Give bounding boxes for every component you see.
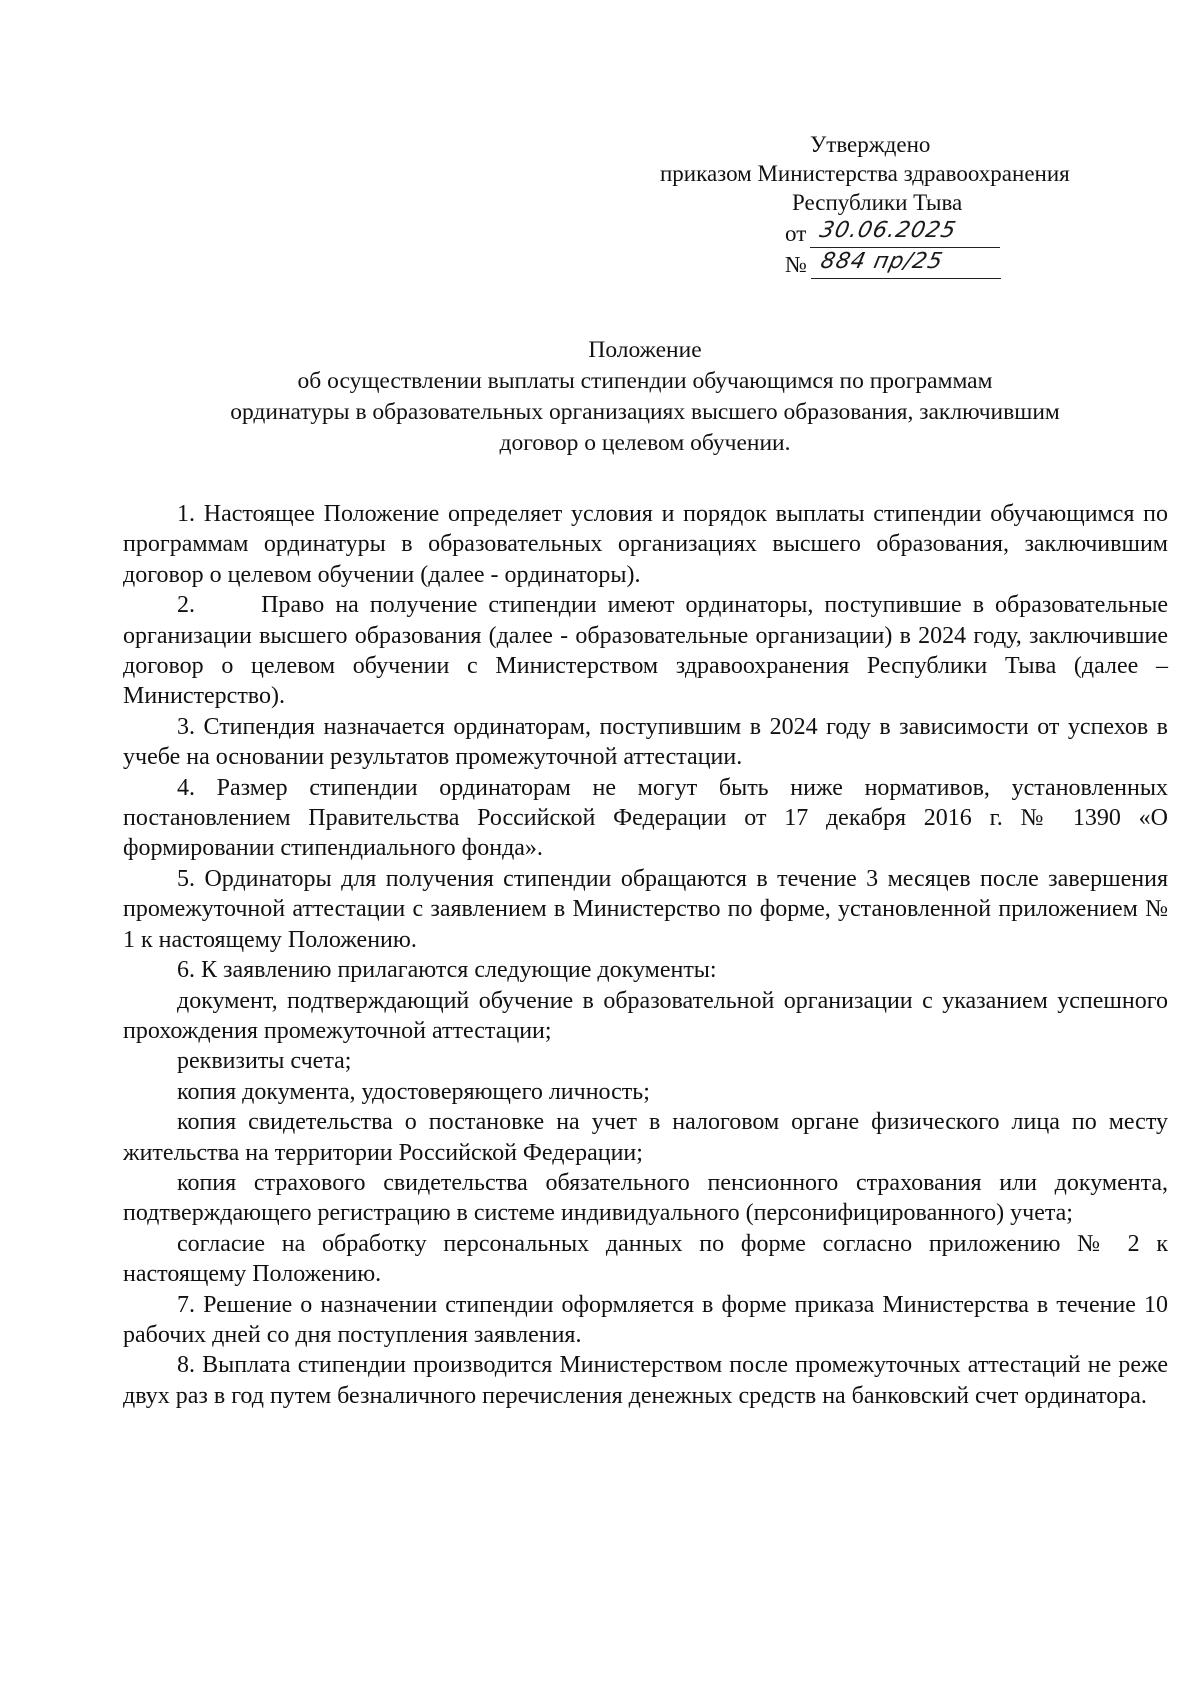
- approval-label: Утверждено: [810, 132, 931, 157]
- paragraph: 2. Право на получение стипендии имеют ординаторы, поступившие в образовательные организации высшего образования (далее - образовательные организации) в 2024 году, заключившие договор о целевом обучении с Министерством здравоохранения Республики Тыва (далее – Министерство).: [123, 592, 1168, 710]
- approval-region-line: Республики Тыва: [792, 190, 963, 215]
- handwritten-number: 884 пр/25: [818, 249, 946, 274]
- paragraph: 6. К заявлению прилагаются следующие документы:: [177, 957, 717, 984]
- paragraph: 8. Выплата стипендии производится Министерством после промежуточных аттестаций не реже двух раз в год путем безналичного перечисления денежных средств на банковский счет ординатора.: [123, 1352, 1168, 1409]
- title-heading: Положение: [588, 337, 702, 363]
- paragraph: копия документа, удостоверяющего личность;: [177, 1078, 650, 1105]
- number-prefix: №: [785, 252, 807, 277]
- paragraph: 3. Стипендия назначается ординаторам, поступившим в 2024 году в зависимости от успехов в учебе на основании результатов промежуточной аттестации.: [123, 713, 1168, 771]
- paragraph: 7. Решение о назначении стипендии оформляется в форме приказа Министерства в течение 10 рабочих дней со дня поступления заявления.: [123, 1291, 1168, 1348]
- title-line-1: об осуществлении выплаты стипендии обучающимся по программам: [297, 368, 993, 394]
- paragraph: копия свидетельства о постановке на учет в налоговом органе физического лица по месту жительства на территории Российской Федерации;: [123, 1109, 1168, 1166]
- approval-number-row: [660, 248, 1100, 279]
- approval-order-line: приказом Министерства здравоохранения: [660, 161, 1070, 186]
- paragraph: согласие на обработку персональных данных по форме согласно приложению № 2 к настоящему Положению.: [123, 1230, 1168, 1288]
- paragraph: реквизиты счета;: [177, 1048, 352, 1075]
- approval-date-row: [660, 217, 1100, 248]
- handwritten-date: 30.06.2025: [817, 218, 959, 243]
- paragraph: копия страхового свидетельства обязательного пенсионного страхования или документа, подтверждающего регистрацию в системе индивидуального (персонифицированного) учета;: [123, 1169, 1168, 1227]
- title-line-2: ординатуры в образовательных организациях высшего образования, заключившим: [230, 399, 1060, 425]
- paragraph: 4. Размер стипендии ординаторам не могут быть ниже нормативов, установленных постановлением Правительства Российской Федерации от 17 декабря 2016 г. № 1390 «О формировании стипендиального фонда».: [123, 774, 1168, 862]
- number-field: [811, 249, 1001, 279]
- date-prefix: от: [785, 221, 807, 246]
- paragraph: 5. Ординаторы для получения стипендии обращаются в течение 3 месяцев после завершения промежуточной аттестации с заявлением в Министерство по форме, установленной приложением № 1 к настоящему Положению.: [123, 865, 1168, 953]
- title-line-3: договор о целевом обучении.: [499, 430, 791, 456]
- document-body: [123, 499, 1168, 1411]
- approval-block: [660, 130, 1100, 279]
- date-field: [810, 218, 1000, 248]
- paragraph: 1. Настоящее Положение определяет условия и порядок выплаты стипендии обучающимся по программам ординатуры в образовательных организациях высшего образования, заключившим договор о целевом обучении (далее - ординаторы).: [123, 501, 1168, 588]
- document-title: [120, 335, 1170, 459]
- paragraph: документ, подтверждающий обучение в образовательной организации с указанием успешного прохождения промежуточной аттестации;: [123, 987, 1168, 1044]
